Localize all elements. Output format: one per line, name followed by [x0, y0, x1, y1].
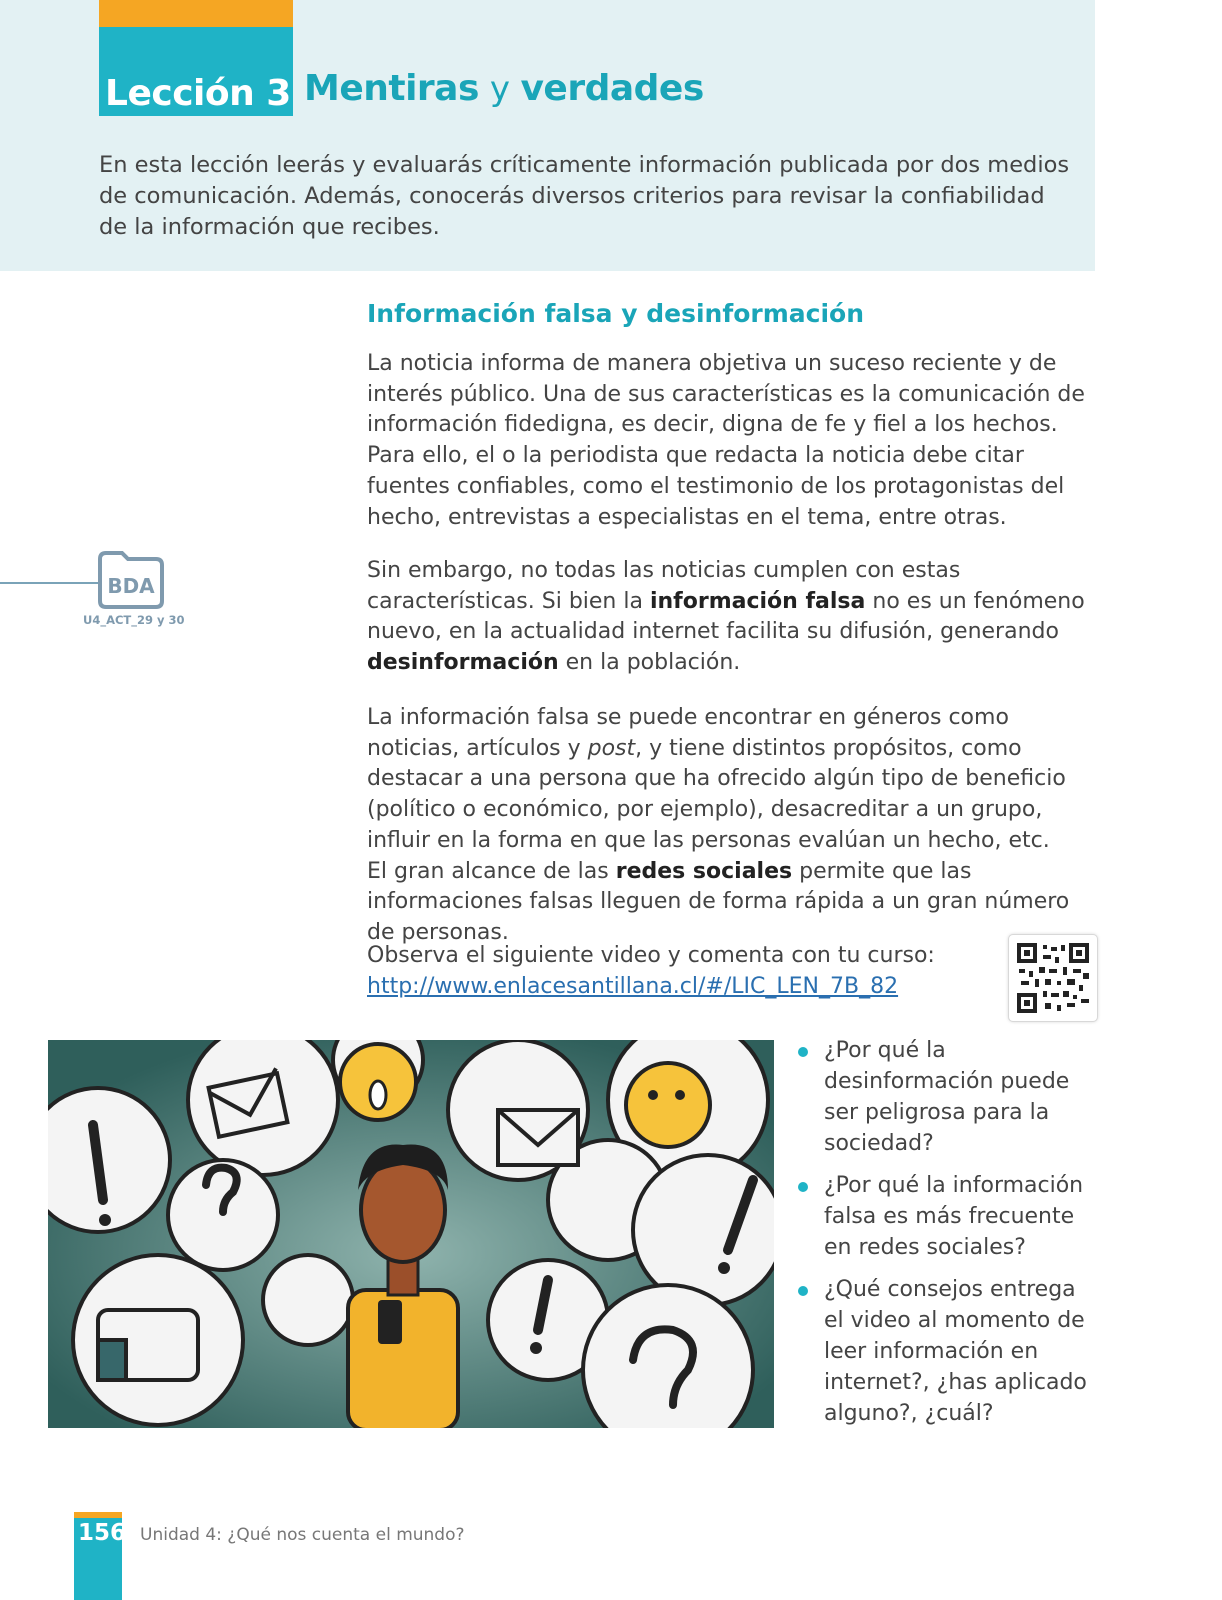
section-heading: Información falsa y desinformación [367, 299, 864, 328]
page-number-tab-accent [74, 1512, 122, 1518]
thinking-emoji-icon [626, 1063, 710, 1147]
thumbs-up-icon [98, 1310, 198, 1380]
unit-title: Unidad 4: ¿Qué nos cuenta el mundo? [140, 1525, 465, 1545]
video-thumbnail[interactable] [48, 1040, 774, 1428]
title-part-2: verdades [520, 68, 704, 109]
qr-code[interactable] [1008, 934, 1098, 1022]
question-item: ¿Qué consejos entrega el video al momento de leer información en internet?, ¿has aplicado alguno?, ¿cuál? [798, 1274, 1098, 1429]
title-part-1: Mentiras [304, 68, 479, 109]
bda-code: U4_ACT_29 y 30 [83, 613, 185, 627]
qr-code-icon [1017, 943, 1089, 1013]
term-desinformacion: desinformación [367, 650, 559, 676]
lesson-number: Lección 3 [105, 73, 291, 114]
lesson-intro: En esta lección leerás y evaluarás críticamente información publicada por dos medios de comunicación. Además, conocerás diversos criterios para revisar la confiabilidad de la información que recibes. [99, 152, 1070, 240]
question-item: ¿Por qué la información falsa es más frecuente en redes sociales? [798, 1170, 1098, 1263]
lesson-title [304, 68, 704, 109]
lesson-badge [99, 27, 293, 116]
paragraph-1: La noticia informa de manera objetiva un suceso reciente y de interés público. Una de sus características es la comunicación de información fidedigna, es decir, digna de fe y fiel a los hechos. Para ello, el o la periodista que redacta la noticia debe citar fuentes confiables, como el testimonio de los protagonistas del hecho, entrevistas a especialistas en el tema, entre otras. [367, 351, 1085, 530]
term-informacion-falsa: información falsa [649, 588, 866, 614]
question-item: ¿Por qué la desinformación puede ser peligrosa para la sociedad? [798, 1035, 1098, 1159]
term-redes-sociales: redes sociales [615, 858, 793, 884]
bda-folder-icon[interactable] [96, 549, 166, 611]
paragraph-2: Sin embargo, no todas las noticias cumplen con estas características. Si bien la información falsa no es un fenómeno nuevo, en la actualidad internet facilita su difusión, generando desinformación en la población. [367, 558, 1085, 676]
video-prompt: Observa el siguiente video y comenta con tu curso: http://www.enlacesantillana.cl/#/LIC_LEN_7B_82 [367, 943, 935, 999]
title-connector: y [489, 69, 510, 109]
bda-label: BDA [107, 574, 155, 598]
paragraph-3: La información falsa se puede encontrar en géneros como noticias, artículos y post, y tiene distintos propósitos, como destacar a una persona que ha ofrecido algún tipo de beneficio (político o económico, por ejemplo), desacreditar a un grupo, influir en la forma en que las personas evalúan un hecho, etc. El gran alcance de las redes sociales permite que las informaciones falsas lleguen de forma rápida a un gran número de personas. [367, 705, 1070, 945]
discussion-questions [798, 1035, 1098, 1440]
orange-accent-tab [99, 0, 293, 27]
bda-connector-line [0, 582, 98, 584]
video-link[interactable]: http://www.enlacesantillana.cl/#/LIC_LEN_7B_82 [367, 973, 899, 999]
page-number: 156 [78, 1520, 127, 1546]
